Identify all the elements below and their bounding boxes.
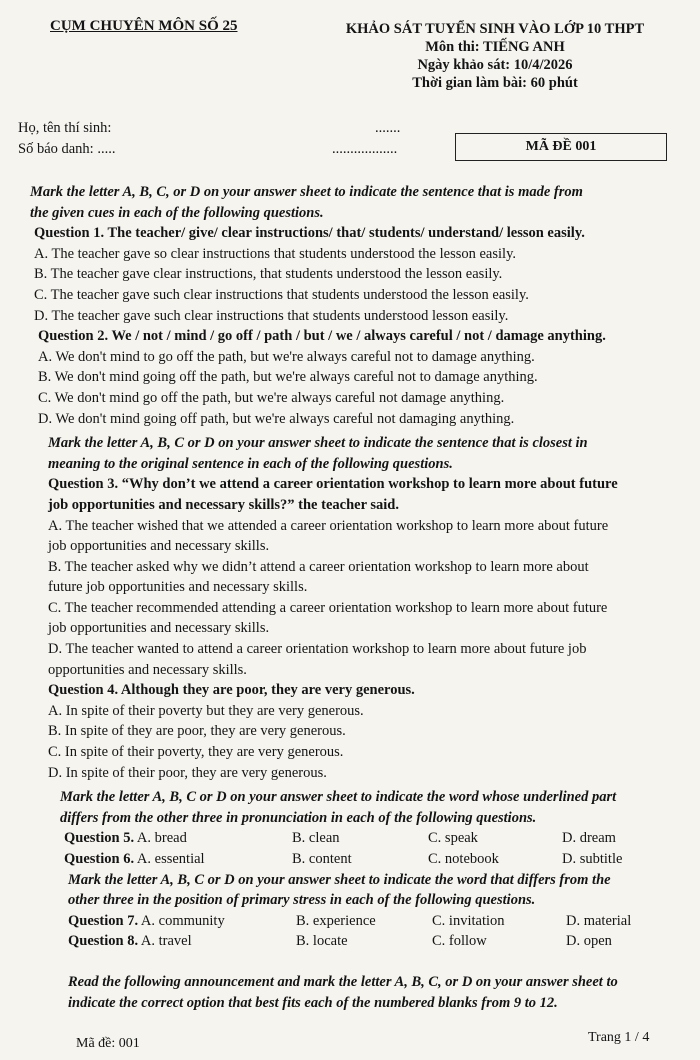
option-line: A. The teacher wished that we attended a career orientation workshop to learn more about future xyxy=(48,517,609,534)
question-3-option-c xyxy=(30,598,682,639)
question-2-option-c: C. We don't mind go off the path, but we're always careful not damage anything. xyxy=(38,389,505,406)
question-6-option-c: C. notebook xyxy=(428,851,499,867)
exam-content xyxy=(30,182,682,1013)
exam-date: Ngày khảo sát: 10/4/2026 xyxy=(417,57,573,73)
option-line: D. The teacher wanted to attend a career orientation workshop to learn more about future job xyxy=(48,641,587,658)
question-4-option-c: C. In spite of their poverty, they are very generous. xyxy=(48,744,344,761)
question-1-stem: Question 1. The teacher/ give/ clear instructions/ that/ students/ understand/ lesson easily. xyxy=(34,225,585,242)
candidate-id-label: Số báo danh: ..... xyxy=(18,141,116,157)
stress-questions xyxy=(68,911,631,952)
question-2-stem: Question 2. We / not / mind / go off / path / but / we / always careful / not / damage anything. xyxy=(38,328,606,345)
pronunciation-questions xyxy=(64,828,622,869)
question-8-row xyxy=(68,931,631,952)
question-8-label: Question 8. xyxy=(68,933,139,950)
candidate-name-label: Họ, tên thí sinh: xyxy=(18,120,112,136)
question-1-option-d: D. The teacher gave such clear instructions that students understood lesson easily. xyxy=(34,307,509,324)
exam-subject: Môn thi: TIẾNG ANH xyxy=(425,39,565,55)
question-1-option-c: C. The teacher gave such clear instructions that students understood the lesson easily. xyxy=(34,286,529,303)
question-8-option-c: C. follow xyxy=(432,933,487,950)
candidate-name-dots: ....... xyxy=(375,120,401,136)
question-5-option-b: B. clean xyxy=(292,830,340,847)
option-line: B. The teacher asked why we didn’t attend a career orientation workshop to learn more about xyxy=(48,558,589,575)
option-line: job opportunities and necessary skills. xyxy=(48,538,270,555)
exam-duration: Thời gian làm bài: 60 phút xyxy=(412,75,578,91)
question-4-option-b: B. In spite of they are poor, they are very generous. xyxy=(48,723,346,740)
option-line: future job opportunities and necessary skills. xyxy=(48,579,308,596)
instruction-line: Mark the letter A, B, C, or D on your answer sheet to indicate the sentence that is made from xyxy=(30,184,583,200)
question-7-option-d: D. material xyxy=(566,912,632,929)
option-line: job opportunities and necessary skills. xyxy=(48,620,270,637)
question-7-option-b: B. experience xyxy=(296,912,376,929)
question-8-option-d: D. open xyxy=(566,933,612,950)
question-3-option-a xyxy=(30,516,682,557)
exam-code-box: MÃ ĐỀ 001 xyxy=(455,133,667,161)
option-line: C. The teacher recommended attending a career orientation workshop to learn more about future xyxy=(48,599,608,616)
question-1-option-b: B. The teacher gave clear instructions, that students understood the lesson easily. xyxy=(34,266,503,283)
question-7-option-c: C. invitation xyxy=(432,912,505,929)
question-3-option-d xyxy=(30,639,682,680)
instruction-line: the given cues in each of the following questions. xyxy=(30,204,324,221)
question-5-label: Question 5. xyxy=(64,830,135,847)
question-5-option-c: C. speak xyxy=(428,830,478,847)
question-5-option-a: A. bread xyxy=(136,830,187,847)
question-6-row xyxy=(64,849,622,870)
cluster-title: CỤM CHUYÊN MÔN SỐ 25 xyxy=(50,18,238,34)
question-2-option-b: B. We don't mind going off the path, but we're always careful not to damage anything. xyxy=(38,369,538,386)
instruction-line: other three in the position of primary stress in each of the following questions. xyxy=(68,892,536,909)
question-7-label: Question 7. xyxy=(68,912,139,929)
question-1-option-a: A. The teacher gave so clear instructions that students understood the lesson easily. xyxy=(34,245,516,262)
footer-page-number: Trang 1 / 4 xyxy=(588,1030,650,1045)
candidate-id-dots: .................. xyxy=(332,141,398,157)
question-4-option-d: D. In spite of their poor, they are very generous. xyxy=(48,764,327,781)
section1-instruction xyxy=(30,182,682,223)
instruction-line: differs from the other three in pronunciation in each of the following questions. xyxy=(60,809,537,826)
question-6-option-d: D. subtitle xyxy=(562,851,623,867)
exam-title: KHẢO SÁT TUYỂN SINH VÀO LỚP 10 THPT xyxy=(345,21,645,37)
question-7-row xyxy=(68,911,631,932)
instruction-line: Read the following announcement and mark the letter A, B, C, or D on your answer sheet to xyxy=(68,973,618,990)
question-7-option-a: A. community xyxy=(140,912,225,929)
instruction-line: Mark the letter A, B, C or D on your answer sheet to indicate the word that differs from the xyxy=(68,871,611,888)
question-5-row xyxy=(64,828,622,849)
question-6-label: Question 6. xyxy=(64,851,135,867)
section2-instruction xyxy=(30,433,682,474)
section3-instruction xyxy=(30,787,682,828)
stem-line: Question 3. “Why don’t we attend a career orientation workshop to learn more about future xyxy=(48,476,618,493)
stem-line: job opportunities and necessary skills?” the teacher said. xyxy=(48,496,399,513)
question-6-option-a: A. essential xyxy=(136,851,205,867)
question-2-option-d: D. We don't mind going off path, but we're always careful not damaging anything. xyxy=(38,410,515,427)
instruction-line: Mark the letter A, B, C or D on your answer sheet to indicate the sentence that is closest in xyxy=(48,435,588,452)
option-line: opportunities and necessary skills. xyxy=(48,661,247,678)
question-4-stem: Question 4. Although they are poor, they are very generous. xyxy=(48,682,415,699)
footer-exam-code: Mã đề: 001 xyxy=(76,1036,140,1051)
question-8-option-a: A. travel xyxy=(140,933,192,950)
question-8-option-b: B. locate xyxy=(296,933,348,950)
question-3-option-b xyxy=(30,557,682,598)
question-5-option-d: D. dream xyxy=(562,830,616,847)
instruction-line: indicate the correct option that best fits each of the numbered blanks from 9 to 12. xyxy=(68,994,558,1011)
section4-instruction xyxy=(30,870,682,911)
exam-header xyxy=(330,20,660,92)
question-4-option-a: A. In spite of their poverty but they are very generous. xyxy=(48,702,364,719)
question-3-stem xyxy=(30,474,682,515)
instruction-line: meaning to the original sentence in each of the following questions. xyxy=(48,455,453,472)
question-2-option-a: A. We don't mind to go off the path, but we're always careful not to damage anything. xyxy=(38,348,535,365)
question-6-option-b: B. content xyxy=(292,851,352,867)
section5-instruction xyxy=(30,972,682,1013)
instruction-line: Mark the letter A, B, C or D on your answer sheet to indicate the word whose underlined part xyxy=(60,789,617,806)
